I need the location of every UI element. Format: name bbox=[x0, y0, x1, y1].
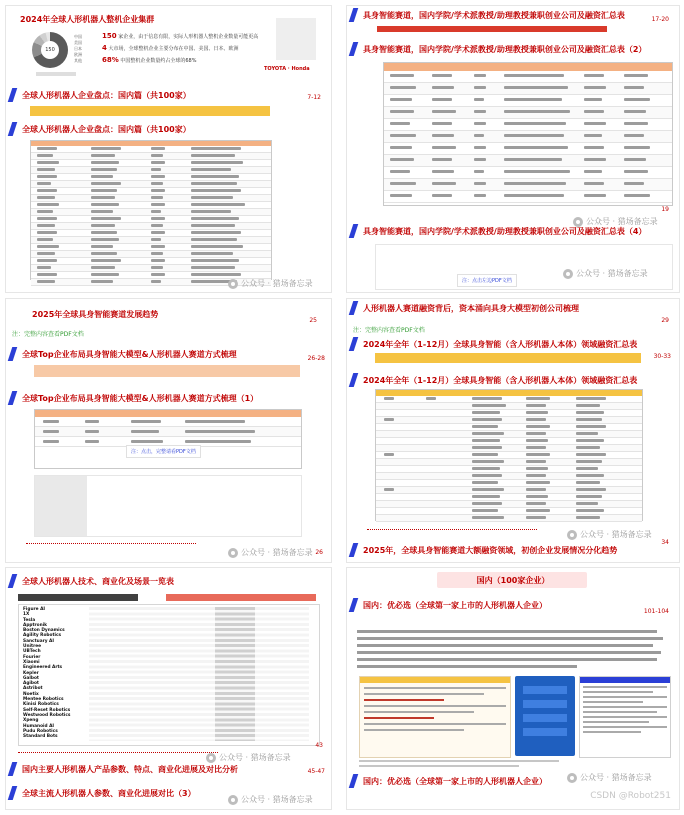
table-header-bar bbox=[30, 106, 270, 116]
watermark: 公众号 · 猎场备忘录 bbox=[567, 772, 652, 783]
watermark: 公众号 · 猎场备忘录 bbox=[228, 794, 313, 805]
watermark: 公众号 · 猎场备忘录 bbox=[573, 216, 658, 227]
slide-title: 2025年全球具身智能赛道发展趋势 bbox=[32, 310, 159, 319]
wechat-icon bbox=[206, 753, 216, 763]
wechat-icon bbox=[228, 279, 238, 289]
page-number: 101-104 bbox=[643, 608, 669, 615]
financing-table bbox=[375, 389, 643, 521]
blurred-table bbox=[34, 475, 302, 537]
world-map-image bbox=[276, 18, 316, 60]
source-link[interactable] bbox=[367, 525, 537, 530]
products-table bbox=[579, 676, 671, 758]
page-number: 29 bbox=[661, 317, 669, 324]
slide-panel-4: 人形机器人赛道融资背后，资本涌向具身大模型初创公司梳理 29 注：完整内容查看PDF文档 2024年全年（1-12月）全球具身智能（含人形机器人本体）领域融资汇总表 30-33 2024年全年（1-12月）全球具身智能（含人形机器人本体）领域融资汇总表 公众号 · 猎场备忘录 2025年，全球具身智能赛道大额融资领域，初创企业发展情况分化趋势 34 bbox=[347, 299, 679, 562]
page-number: 45-47 bbox=[307, 768, 325, 775]
table-header-bar bbox=[34, 365, 300, 377]
tech-overview-table bbox=[18, 604, 320, 746]
slide-panel-3: 2025年全球具身智能赛道发展趋势 25 注：完整内容查看PDF文档 全球Top企业布局具身智能大模型&人形机器人赛道方式梳理 26-28 全球Top企业布局具身智能大模型&人形机器人赛道方式梳理（1） 注：点击，完整请看PDF文档 公众号 · 猎场备忘录 26 bbox=[6, 299, 331, 562]
slide-panel-1: 2024年全球人形机器人整机企业集群 150 中国 美国 日本 欧洲 其他 150 家企业，由于信息有限，实际人形机器人整机企业数量可能更高 4 大市场，全球整机企业主要分布在中国、美国、日本、欧洲 68% 中国整机企业数量约占全球的68% TOYOTA · Honda 全球人形机器人企业盘点：国内篇（共100家） 7-12 全球人形机器人企业盘点：国内篇（共100家） 公众号 · 猎场备忘录 bbox=[6, 6, 331, 292]
source-link[interactable] bbox=[18, 748, 218, 753]
page-number: 19 bbox=[661, 206, 669, 213]
page-number: 34 bbox=[661, 539, 669, 546]
watermark: 公众号 · 猎场备忘录 bbox=[563, 268, 648, 279]
brand-logos: TOYOTA · Honda bbox=[264, 66, 310, 72]
table-header-bar bbox=[375, 353, 641, 363]
stat-text: 大市场，全球整机企业主要分布在中国、美国、日本、欧洲 bbox=[108, 46, 239, 52]
diagram-block bbox=[515, 676, 575, 756]
pdf-hint: 注：点击，完整请看PDF文档 bbox=[126, 445, 201, 458]
wechat-icon bbox=[573, 217, 583, 227]
legend-item: 中国 bbox=[74, 34, 82, 39]
company-column: Figure AI 1X Tesla Apptronik Boston Dynamics Agility Robotics Sanctuary AI Unitree UBTech Fourier Xiaomi Engineered Arts Kepler Galbot Agibot Astribot Noetix Mentee Robotics Kinisi Robotics Self-Reset Robotics Westwood Robotics Xpeng Humanoid AI Pudu Robotics Standard Bots bbox=[23, 607, 71, 740]
watermark: 公众号 · 猎场备忘录 bbox=[206, 752, 291, 763]
legend-item: 日本 bbox=[74, 46, 82, 51]
page-number: 30-33 bbox=[653, 353, 671, 360]
stat-text: 家企业，由于信息有限，实际人形机器人整机企业数量可能更高 bbox=[118, 34, 259, 40]
stat-number: 4 bbox=[102, 44, 107, 52]
table-header-bar bbox=[166, 594, 316, 601]
slide-title: 国内（100家企业） bbox=[476, 576, 550, 585]
watermark: 公众号 · 猎场备忘录 bbox=[228, 547, 313, 558]
legend-item: 欧洲 bbox=[74, 52, 82, 57]
business-overview-box bbox=[359, 676, 511, 758]
legend-item: 美国 bbox=[74, 40, 82, 45]
wechat-icon bbox=[567, 530, 577, 540]
stat-number: 150 bbox=[102, 32, 117, 40]
wechat-icon bbox=[228, 548, 238, 558]
footnote-lines bbox=[359, 760, 659, 770]
strategy-table bbox=[34, 409, 302, 469]
page-number: 7-12 bbox=[307, 94, 321, 101]
page-number: 26-28 bbox=[307, 355, 325, 362]
slide-title: 2024年全球人形机器人整机企业集群 bbox=[20, 15, 155, 24]
company-table bbox=[30, 140, 272, 280]
intro-paragraph bbox=[357, 628, 669, 670]
source-link[interactable] bbox=[26, 539, 196, 544]
legend-item: 其他 bbox=[74, 58, 82, 63]
table-header-bar bbox=[18, 594, 138, 601]
wechat-icon bbox=[567, 773, 577, 783]
pdf-hint: 注：点击左边PDF文档 bbox=[457, 274, 517, 287]
watermark: 公众号 · 猎场备忘录 bbox=[228, 278, 313, 289]
slide-panel-2: 具身智能赛道，国内学院/学术派教授/助理教授兼职创业公司及融资汇总表 17-20 具身智能赛道，国内学院/学术派教授/助理教授兼职创业公司及融资汇总表（2） 19 公众号 · 猎场备忘录 具身智能赛道，国内学院/学术派教授/助理教授兼职创业公司及融资汇总表（4） 注：点击左边PDF文档 公众号 · 猎场备忘录 bbox=[347, 6, 679, 292]
funding-table bbox=[383, 62, 673, 206]
watermark: 公众号 · 猎场备忘录 bbox=[567, 529, 652, 540]
slide-panel-5: 全球人形机器人技术、商业化及场景一览表 Figure AI 1X Tesla Apptronik Boston Dynamics Agility Robotics Sanctuary AI Unitree UBTech Fourier Xiaomi Engineered Arts Kepler Galbot Agibot Astribot Noetix Mentee Robotics Kinisi Robotics Self-Reset Robotics Westwood Robotics Xpeng Humanoid AI Pudu Robotics Standard Bots 公众号 · 猎场备忘录 43 国内主要人形机器人产品参数、特点、商业化进展及对比分析 45-47 全球主流人形机器人参数、商业化进展对比（3） 公众号 · 猎场备忘录 bbox=[6, 568, 331, 809]
table-body-cells bbox=[89, 607, 309, 741]
pie-legend bbox=[74, 34, 82, 64]
pdf-note: 注：完整内容查看PDF文档 bbox=[353, 327, 425, 334]
pdf-note: 注：完整内容查看PDF文档 bbox=[12, 331, 84, 338]
table-body-cells bbox=[215, 607, 255, 741]
page-number: 17-20 bbox=[651, 16, 669, 23]
stats-block bbox=[102, 32, 302, 64]
scale-bar bbox=[36, 72, 76, 76]
wechat-icon bbox=[563, 269, 573, 279]
page-number: 43 bbox=[315, 742, 323, 749]
page-number: 25 bbox=[309, 317, 317, 324]
page-number: 26 bbox=[315, 549, 323, 556]
stat-number: 68% bbox=[102, 56, 119, 64]
pie-center-label: 150 bbox=[41, 41, 59, 59]
wechat-icon bbox=[228, 795, 238, 805]
slide-panel-6: 国内（100家企业） 国内：优必选（全球第一家上市的人形机器人企业） 101-104 国内：优必选（全球第一家上市的人形机器人企业） 公众号 · 猎场备忘录 CSDN @Robot251 bbox=[347, 568, 679, 809]
blurred-table bbox=[375, 244, 673, 290]
source-credit: CSDN @Robot251 bbox=[590, 791, 671, 801]
table-header-bar bbox=[377, 26, 607, 32]
stat-text: 中国整机企业数量约占全球的68% bbox=[120, 58, 197, 64]
